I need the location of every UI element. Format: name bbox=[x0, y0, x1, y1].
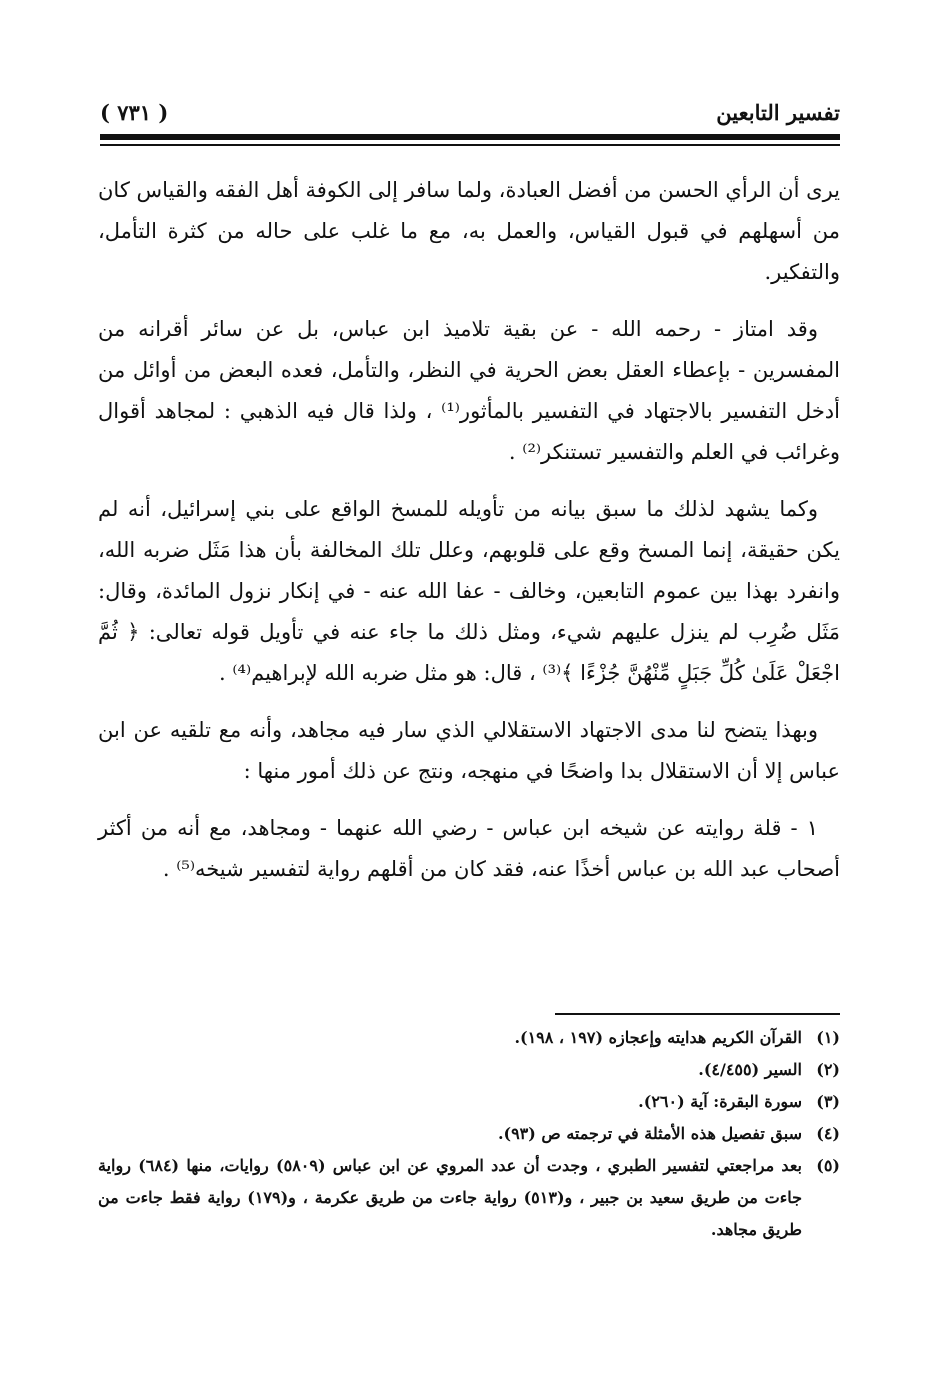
book-title: تفسير التابعين bbox=[716, 100, 840, 125]
footnote-text: سبق تفصيل هذه الأمثلة في ترجمته ص (٩٣). bbox=[497, 1124, 802, 1143]
footnote bbox=[98, 1054, 840, 1086]
footnote-text: بعد مراجعتي لتفسير الطبري ، وجدت أن عدد المروي عن ابن عباس (٥٨٠٩) روايات، منها (٦٨٤) رواية جاءت من طريق سعيد بن جبير ، و(٥١٣) رواية جاءت من طريق عكرمة ، و(١٧٩) رواية فقط جاءت من طريق مجاهد. bbox=[98, 1156, 803, 1239]
footnote-separator bbox=[555, 1013, 840, 1015]
header-rule-thick bbox=[100, 134, 840, 140]
running-header bbox=[100, 98, 840, 132]
main-text bbox=[98, 170, 840, 906]
footnote-text: القرآن الكريم هدايته وإعجازه (١٩٧ ، ١٩٨). bbox=[514, 1028, 802, 1047]
footnote bbox=[98, 1118, 840, 1150]
footnote bbox=[98, 1086, 840, 1118]
paragraph-independence: وقد امتاز - رحمه الله - عن بقية تلاميذ ابن عباس، بل عن سائر أقرانه من المفسرين - بإعطاء العقل بعض الحرية في النظر، والتأمل، فعده البعض من أوائل من أدخل التفسير بالاجتهاد في التفسير بالمأثور⁽¹⁾ ، ولذا قال فيه الذهبي : لمجاهد أقوال وغرائب في العلم والتفسير تستنكر⁽²⁾ . bbox=[98, 317, 840, 464]
footnote-number: (٥) bbox=[816, 1156, 840, 1175]
footnote-text: السير (٤/٤٥٥). bbox=[698, 1060, 802, 1079]
footnote-number: (٤) bbox=[816, 1124, 840, 1143]
footnote bbox=[98, 1022, 840, 1054]
header-rule-thin bbox=[100, 144, 840, 146]
paragraph-consequences: وبهذا يتضح لنا مدى الاجتهاد الاستقلالي الذي سار فيه مجاهد، وأنه مع تلقيه عن ابن عباس إلا أن الاستقلال بدا واضحًا في منهجه، ونتج عن ذلك أمور منها : bbox=[98, 718, 840, 783]
paragraph-examples: وكما يشهد لذلك ما سبق بيانه من تأويله للمسخ الواقع على بني إسرائيل، أنه لم يكن حقيقة، إنما المسخ وقع على قلوبهم، وعلل تلك المخالفة بأن هذا مَثَل ضربه الله، وانفرد بهذا بين عموم التابعين، وخالف - عفا الله عنه - في إنكار نزول المائدة، وقال: مَثَل ضُرِب لم ينزل عليهم شيء، ومثل ذلك ما جاء عنه في تأويل قوله تعالى: ﴿ ثُمَّ اجْعَلْ عَلَىٰ كُلِّ جَبَلٍ مِّنْهُنَّ جُزْءًا ﴾⁽³⁾ ، قال: هو مثل ضربه الله لإبراهيم⁽⁴⁾ . bbox=[98, 497, 840, 685]
paragraph-continued: يرى أن الرأي الحسن من أفضل العبادة، ولما سافر إلى الكوفة أهل الفقه والقياس كان من أسهلهم في قبول القياس، والعمل به، مع ما غلب على حاله من كثرة التأمل، والتفكير. bbox=[98, 178, 840, 284]
footnote-number: (١) bbox=[816, 1028, 840, 1047]
page-number: ( ٧٣١ ) bbox=[100, 100, 169, 125]
footnotes bbox=[98, 1022, 840, 1246]
footnote-text: سورة البقرة: آية (٢٦٠). bbox=[638, 1092, 802, 1111]
paragraph-point-one: ١ - قلة روايته عن شيخه ابن عباس - رضي الله عنهما - ومجاهد، مع أنه من أكثر أصحاب عبد الله بن عباس أخذًا عنه، فقد كان من أقلهم رواية لتفسير شيخه⁽⁵⁾ . bbox=[98, 816, 840, 881]
footnote bbox=[98, 1150, 840, 1246]
footnote-number: (٢) bbox=[816, 1060, 840, 1079]
footnote-number: (٣) bbox=[816, 1092, 840, 1111]
